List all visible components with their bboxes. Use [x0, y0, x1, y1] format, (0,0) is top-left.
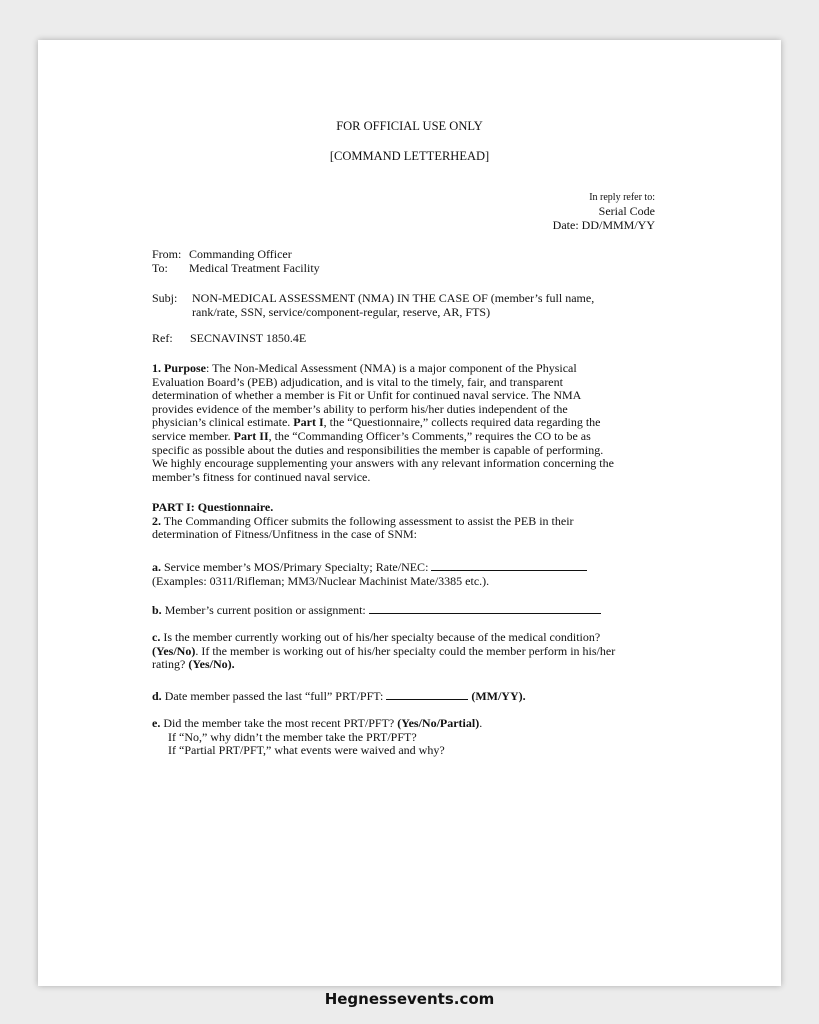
- reference-value: SECNAVINST 1850.4E: [190, 331, 307, 345]
- prt-date-blank[interactable]: [386, 688, 468, 700]
- part-i-ref: Part I: [293, 415, 324, 430]
- from-label: From:: [152, 247, 182, 261]
- date-format: (MM/YY).: [468, 689, 526, 703]
- purpose-heading: 1. Purpose: [152, 361, 206, 375]
- item-c: c. Is the member currently working out of his/her specialty because of the medical condition? (Yes/No). If the member is working out of his/her specialty could the member perform in his/her rating? (Yes/No).: [152, 630, 616, 672]
- serial-code: Serial Code: [598, 204, 655, 218]
- to-value: Medical Treatment Facility: [189, 260, 320, 275]
- reply-block: [553, 192, 655, 232]
- from-row: [152, 248, 660, 262]
- from-value: Commanding Officer: [189, 247, 292, 261]
- subject-label: Subj:: [152, 291, 178, 305]
- prt-options: (Yes/No/Partial): [397, 716, 480, 730]
- to-label: To:: [152, 260, 168, 275]
- site-watermark: Hegnessevents.com: [324, 990, 495, 1008]
- yes-no-option-1: (Yes/No): [152, 643, 196, 658]
- reference-label: Ref:: [152, 331, 173, 345]
- subject-block: [152, 292, 660, 319]
- yes-no-option-2: (Yes/No).: [188, 657, 235, 672]
- reference-block: [152, 332, 660, 346]
- item-a: a. Service member’s MOS/Primary Specialty; Rate/NEC: (Examples: 0311/Rifleman; MM3/Nuclear Machinist Mate/3385 etc.).: [152, 559, 660, 588]
- subject-line-2: rank/rate, SSN, service/component-regular, reserve, AR, FTS): [192, 304, 491, 319]
- subject-line-1: NON-MEDICAL ASSESSMENT (NMA) IN THE CASE OF (member’s full name,: [192, 291, 595, 305]
- assignment-answer-blank[interactable]: [369, 602, 601, 614]
- item-e: e. Did the member take the most recent PRT/PFT? (Yes/No/Partial). If “No,” why didn’t the member take the PRT/PFT? If “Partial PRT/PFT,” what events were waived and why?: [152, 717, 660, 758]
- mos-answer-blank[interactable]: [431, 559, 587, 571]
- letterhead-placeholder: [COMMAND LETTERHEAD]: [329, 149, 490, 163]
- to-row: [152, 262, 660, 276]
- item-b: b. Member’s current position or assignment:: [152, 602, 660, 618]
- routing-block: [152, 248, 660, 275]
- part-one-heading: PART I: Questionnaire.: [152, 500, 274, 514]
- fouo-heading: FOR OFFICIAL USE ONLY: [336, 119, 483, 133]
- document-page: [38, 40, 781, 986]
- part-one-section: PART I: Questionnaire. 2. The Commanding Officer submits the following assessment to assist the PEB in their determination of Fitness/Unfitness in the case of SNM:: [152, 500, 574, 542]
- reply-refer: In reply refer to:: [589, 192, 655, 203]
- date-line: Date: DD/MMM/YY: [552, 218, 655, 232]
- document-body: [38, 40, 781, 986]
- part-one-number: 2.: [152, 513, 161, 528]
- item-e-sub-2: If “Partial PRT/PFT,” what events were waived and why?: [168, 743, 445, 758]
- item-e-sub-1: If “No,” why didn’t the member take the PRT/PFT?: [168, 729, 417, 744]
- part-ii-ref: Part II: [233, 428, 269, 443]
- item-d: d. Date member passed the last “full” PRT/PFT: (MM/YY).: [152, 689, 526, 703]
- purpose-paragraph: 1. Purpose: The Non-Medical Assessment (NMA) is a major component of the Physical Evaluation Board’s (PEB) adjudication, and is vital to the timely, fair, and transparent determination of whether a member is Fit or Unfit for continued naval service. The NMA provides evidence of the member’s ability to perform his/her duties independent of the physician’s clinical estimate. Part I, the “Questionnaire,” collects required data regarding the service member. Part II, the “Commanding Officer’s Comments,” requires the CO to be as specific as possible about the duties and responsibilities the member is capable of performing. We highly encourage supplementing your answers with any relevant information concerning the member’s fitness for continued naval service.: [152, 361, 614, 484]
